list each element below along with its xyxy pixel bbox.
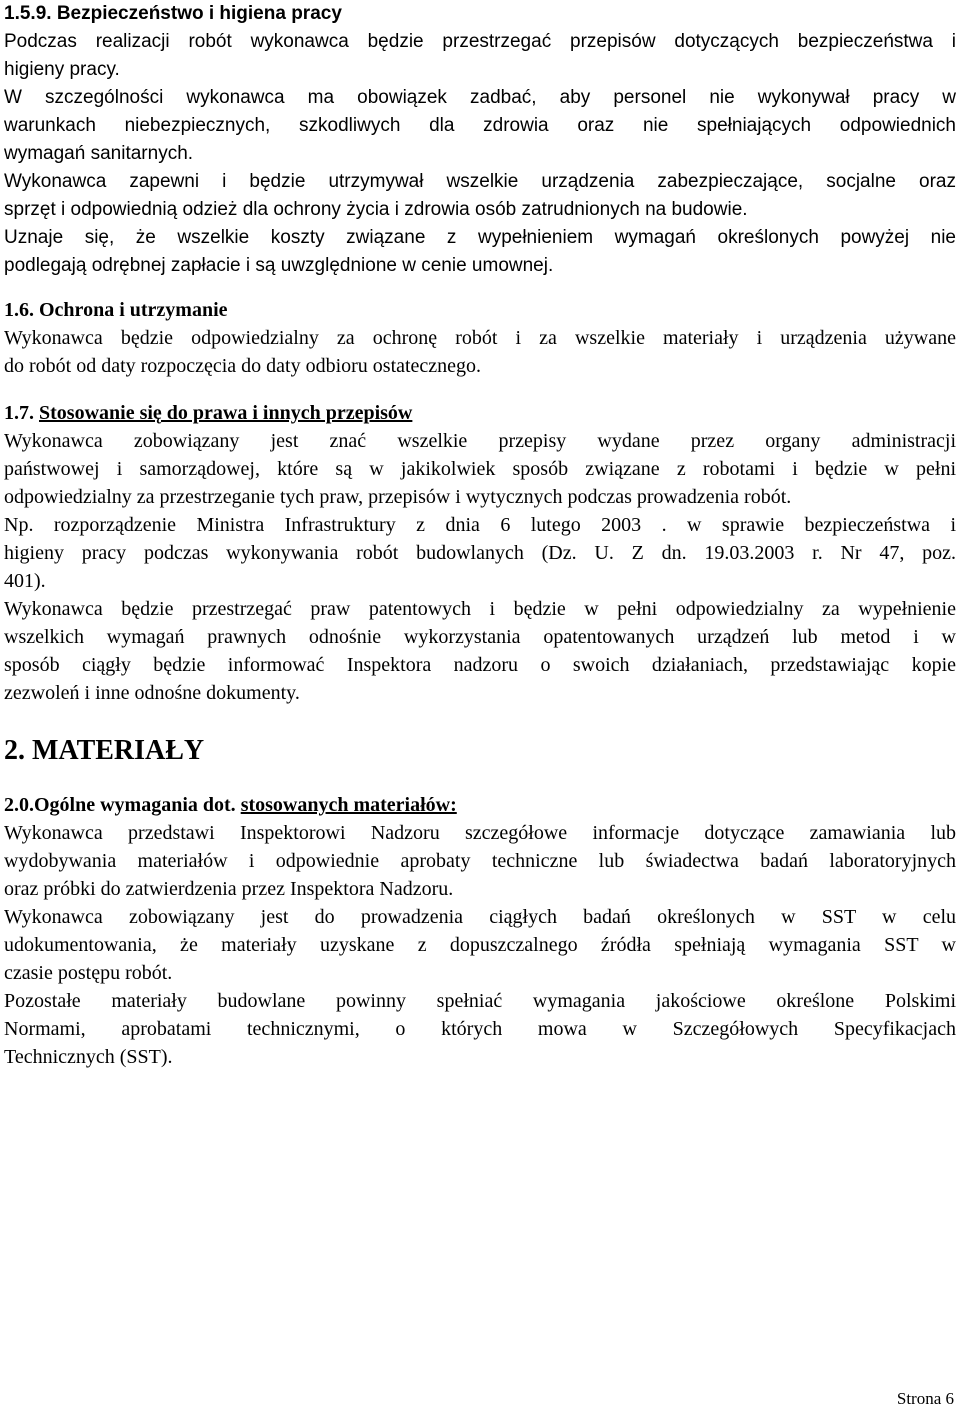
- text-line: wymagań sanitarnych.: [4, 143, 194, 164]
- text-line: Wykonawca będzie odpowiedzialny za ochronę robót i za wszelkie materiały i urządzenia używane: [4, 327, 956, 349]
- text-line: Uznaje się, że wszelkie koszty związane z wypełnieniem wymagań określonych powyżej nie: [4, 227, 956, 248]
- text-line: W szczególności wykonawca ma obowiązek zadbać, aby personel nie wykonywał pracy w: [4, 87, 956, 108]
- section-title: Ogólne wymagania dot.: [34, 794, 241, 816]
- text-line: Wykonawca zapewni i będzie utrzymywał wszelkie urządzenia zabezpieczające, socjalne oraz: [4, 171, 956, 192]
- text-line: oraz próbki do zatwierdzenia przez Inspektora Nadzoru.: [4, 878, 454, 900]
- section-heading: 1.6. Ochrona i utrzymanie: [4, 299, 228, 321]
- paragraph: [4, 511, 956, 595]
- text-line: wydobywania materiałów i odpowiednie aprobaty techniczne lub świadectwa badań laboratoryjnych: [4, 850, 956, 872]
- text-line: odpowiedzialny za przestrzeganie tych praw, przepisów i wytycznych podczas prowadzenia robót.: [4, 486, 792, 508]
- text-line: 401).: [4, 570, 46, 592]
- section-1-5-9: [4, 0, 956, 280]
- text-line: Wykonawca zobowiązany jest do prowadzenia ciągłych badań określonych w SST w celu: [4, 906, 956, 928]
- text-line: wszelkich wymagań prawnych odnośnie wykorzystania opatentowanych urządzeń lub metod i w: [4, 626, 956, 648]
- section-heading: 1.5.9. Bezpieczeństwo i higiena pracy: [4, 3, 342, 24]
- text-line: higieny pracy podczas wykonywania robót budowlanych (Dz. U. Z dn. 19.03.2003 r. Nr 47, poz.: [4, 542, 956, 564]
- text-line: higieny pracy.: [4, 59, 120, 80]
- text-line: sprzęt i odpowiednią odzież dla ochrony życia i zdrowia osób zatrudnionych na budowie.: [4, 199, 748, 220]
- paragraph: [4, 595, 956, 707]
- paragraph: [4, 819, 956, 903]
- paragraph: [4, 84, 956, 168]
- section-2-0: [4, 791, 956, 1071]
- section-number: 2.0.: [4, 794, 34, 816]
- section-title: Stosowanie się do prawa i innych przepisów: [39, 402, 413, 424]
- section-number: 1.7.: [4, 402, 39, 424]
- text-line: sposób ciągły będzie informować Inspektora nadzoru o swoich działaniach, przedstawiając kopie: [4, 654, 956, 676]
- paragraph: [4, 168, 956, 224]
- text-line: do robót od daty rozpoczęcia do daty odbioru ostatecznego.: [4, 355, 482, 377]
- paragraph: [4, 903, 956, 987]
- paragraph: [4, 224, 956, 280]
- text-line: Wykonawca będzie przestrzegać praw patentowych i będzie w pełni odpowiedzialny za wypełnienie: [4, 598, 956, 620]
- text-line: Podczas realizacji robót wykonawca będzie przestrzegać przepisów dotyczących bezpieczeństwa i: [4, 31, 956, 52]
- section-1-7: [4, 399, 956, 707]
- text-line: zezwoleń i inne odnośne dokumenty.: [4, 682, 300, 704]
- text-line: państwowej i samorządowej, które są w jakikolwiek sposób związane z robotami i będzie w pełni: [4, 458, 956, 480]
- text-line: warunkach niebezpiecznych, szkodliwych dla zdrowia oraz nie spełniających odpowiednich: [4, 115, 956, 136]
- text-line: Technicznych (SST).: [4, 1046, 173, 1068]
- section-heading: [4, 399, 956, 427]
- text-line: udokumentowania, że materiały uzyskane z dopuszczalnego źródła spełniają wymagania SST w: [4, 934, 956, 956]
- paragraph: [4, 987, 956, 1071]
- text-line: Wykonawca przedstawi Inspektorowi Nadzoru szczegółowe informacje dotyczące zamawiania lub: [4, 822, 956, 844]
- text-line: Normami, aprobatami technicznymi, o których mowa w Szczegółowych Specyfikacjach: [4, 1018, 956, 1040]
- page-number: Strona 6: [896, 1389, 954, 1408]
- paragraph: [4, 28, 956, 84]
- section-heading: [4, 791, 956, 819]
- paragraph: [4, 427, 956, 511]
- text-line: Pozostałe materiały budowlane powinny spełniać wymagania jakościowe określone Polskimi: [4, 990, 956, 1012]
- text-line: Wykonawca zobowiązany jest znać wszelkie przepisy wydane przez organy administracji: [4, 430, 956, 452]
- section-title-underlined: stosowanych materiałów:: [240, 794, 457, 816]
- paragraph: [4, 324, 956, 380]
- section-1-6: [4, 296, 956, 380]
- text-line: Np. rozporządzenie Ministra Infrastruktury z dnia 6 lutego 2003 . w sprawie bezpieczeństwa i: [4, 514, 956, 536]
- text-line: czasie postępu robót.: [4, 962, 173, 984]
- text-line: podlegają odrębnej zapłacie i są uwzględnione w cenie umownej.: [4, 255, 554, 276]
- chapter-heading: 2. MATERIAŁY: [4, 735, 205, 766]
